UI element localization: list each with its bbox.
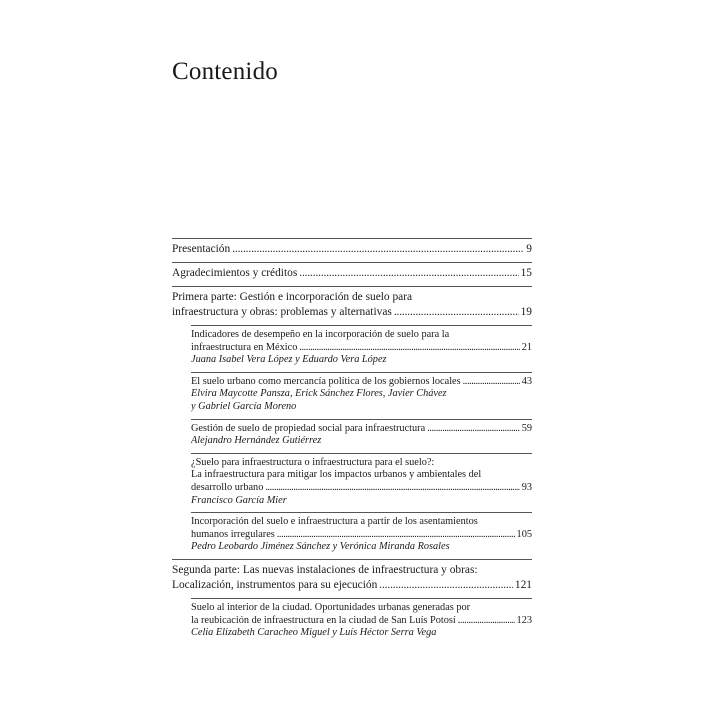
page-number: 121	[514, 578, 532, 591]
entry-title: Presentación	[172, 243, 231, 255]
chapter-title-line: Indicadores de desempeño en la incorporación de suelo para la	[191, 329, 450, 340]
chapter-author: Elvira Maycotte Pansza, Erick Sánchez Flores, Javier Chávez	[191, 388, 447, 400]
chapter-title-line: La infraestructura para mitigar los impactos urbanos y ambientales del	[191, 469, 482, 481]
chapter-entry	[191, 599, 532, 645]
dot-leader	[232, 242, 524, 257]
chapter-author: Francisco García Mier	[191, 494, 287, 506]
chapter-title-line: El suelo urbano como mercancía política de los gobiernos locales	[191, 375, 461, 387]
chapter-title-line: infraestructura en México	[191, 341, 298, 353]
chapter-title-line: Gestión de suelo de propiedad social para infraestructura	[191, 422, 426, 434]
chapter-list-primera-parte	[172, 325, 532, 559]
dot-leader	[463, 376, 520, 389]
chapter-author: Alejandro Hernández Gutiérrez	[191, 435, 322, 447]
chapter-entry	[191, 454, 532, 512]
page-number: 93	[521, 481, 532, 493]
chapter-entry	[191, 326, 532, 372]
dot-leader	[394, 305, 519, 320]
table-of-contents	[172, 238, 532, 645]
entry-title-line: Primera parte: Gestión e incorporación de suelo para	[172, 291, 413, 303]
chapter-title-line: Suelo al interior de la ciudad. Oportunidades urbanas generadas por	[191, 601, 471, 613]
dot-leader	[427, 423, 520, 436]
page-number: 105	[516, 528, 532, 540]
chapter-author: y Gabriel García Moreno	[191, 400, 297, 412]
entry-title-line: infraestructura y obras: problemas y alternativas	[172, 306, 392, 318]
entry-title-line: Localización, instrumentos para su ejecución	[172, 578, 378, 591]
page-number: 15	[520, 267, 532, 279]
dot-leader	[458, 615, 515, 628]
dot-leader	[299, 342, 519, 355]
toc-entry-presentacion	[172, 239, 532, 262]
chapter-author: Pedro Leobardo Jiménez Sánchez y Verónica Miranda Rosales	[191, 541, 450, 553]
chapter-title-line: ¿Suelo para infraestructura o infraestructura para el suelo?:	[191, 456, 435, 468]
page-number: 59	[521, 422, 532, 434]
chapter-author: Celia Elizabeth Caracheo Miguel y Luís Héctor Serra Vega	[191, 627, 437, 639]
entry-title-line: Segunda parte: Las nuevas instalaciones de infraestructura y obras:	[172, 563, 478, 576]
chapter-title-line: la reubicación de infraestructura en la ciudad de San Luís Potosí	[191, 614, 456, 626]
page-number: 19	[520, 306, 532, 318]
dot-leader	[299, 266, 518, 281]
chapter-title-line: desarrollo urbano	[191, 481, 264, 493]
page-number: 43	[521, 375, 532, 387]
chapter-title-line: Incorporación del suelo e infraestructura a partir de los asentamientos	[191, 516, 478, 528]
page-title: Contenido	[172, 58, 278, 85]
chapter-list-segunda-parte	[172, 598, 532, 645]
chapter-author: Juana Isabel Vera López y Eduardo Vera López	[191, 354, 387, 366]
chapter-title-line: humanos irregulares	[191, 528, 275, 540]
chapter-entry	[191, 420, 532, 453]
chapter-entry	[191, 373, 532, 419]
page-number: 9	[526, 243, 532, 255]
dot-leader	[277, 529, 515, 542]
chapter-entry	[191, 513, 532, 559]
page-number: 21	[521, 341, 532, 353]
toc-entry-segunda-parte	[172, 560, 532, 598]
toc-entry-primera-parte	[172, 287, 532, 325]
page-number: 123	[516, 614, 532, 626]
dot-leader	[265, 482, 519, 495]
entry-title: Agradecimientos y créditos	[172, 267, 298, 279]
dot-leader	[379, 578, 513, 593]
toc-entry-agradecimientos	[172, 263, 532, 286]
